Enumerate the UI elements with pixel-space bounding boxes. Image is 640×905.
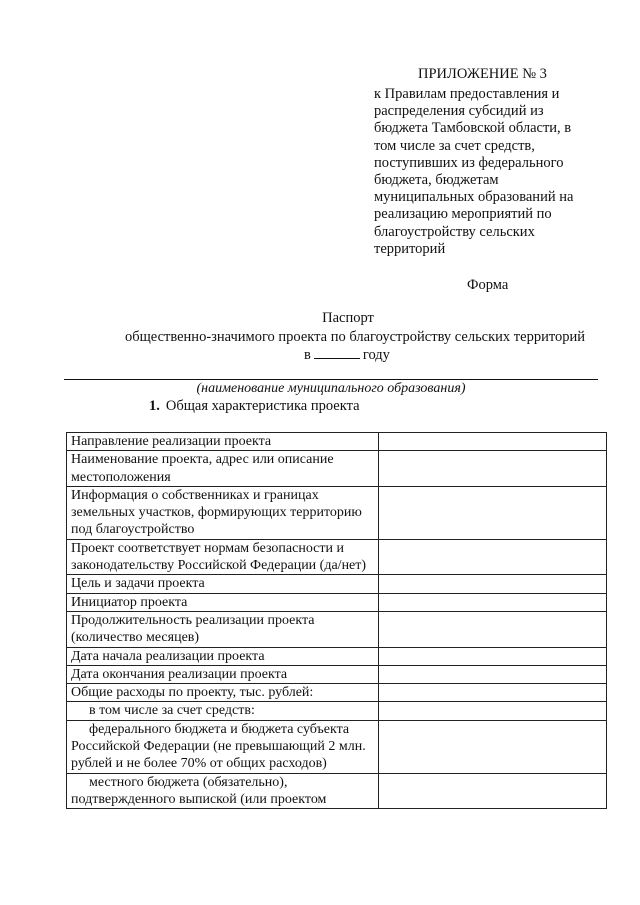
appendix-line: поступивших из федерального (374, 154, 564, 171)
year-blank-field[interactable] (314, 346, 360, 359)
row-label: Общие расходы по проекту, тыс. рублей: (67, 684, 379, 702)
appendix-line: реализацию мероприятий по (374, 206, 552, 223)
table-row (67, 539, 607, 575)
row-value-cell[interactable] (379, 702, 607, 720)
year-line (304, 346, 390, 364)
row-value-cell[interactable] (379, 611, 607, 647)
row-value-cell[interactable] (379, 665, 607, 683)
table-row (67, 647, 607, 665)
appendix-line: бюджета, бюджетам (374, 172, 499, 189)
appendix-line: к Правилам предоставления и (374, 86, 560, 102)
municipality-caption: (наименование муниципального образования) (196, 381, 466, 396)
row-label: в том числе за счет средств: (67, 702, 379, 720)
table-row (67, 593, 607, 611)
form-label: Форма (467, 277, 509, 293)
table-row (67, 611, 607, 647)
row-label: Направление реализации проекта (67, 433, 379, 451)
section-number: 1. (149, 398, 160, 414)
appendix-title: ПРИЛОЖЕНИЕ № 3 (418, 66, 547, 82)
year-prefix: в (304, 347, 311, 363)
table-row (67, 684, 607, 702)
row-label: Продолжительность реализации проекта (количество месяцев) (67, 611, 379, 647)
row-label: Проект соответствует нормам безопасности и законодательству Российской Федерации (да/нет) (67, 539, 379, 575)
project-characteristics-table (66, 432, 607, 809)
row-value-cell[interactable] (379, 647, 607, 665)
row-value-cell[interactable] (379, 539, 607, 575)
row-value-cell[interactable] (379, 773, 607, 809)
row-label: Дата окончания реализации проекта (67, 665, 379, 683)
appendix-line: муниципальных образований на (374, 189, 574, 206)
row-value-cell[interactable] (379, 720, 607, 773)
row-value-cell[interactable] (379, 575, 607, 593)
year-suffix: году (362, 347, 390, 363)
appendix-line: бюджета Тамбовской области, в (374, 120, 572, 137)
table-row (67, 486, 607, 539)
section-heading (149, 398, 360, 415)
table-row (67, 665, 607, 683)
row-label: местного бюджета (обязательно), подтвержденного выпиской (или проектом (67, 773, 379, 809)
appendix-line: благоустройству сельских (374, 223, 535, 240)
table-row (67, 575, 607, 593)
appendix-line: том числе за счет средств, (374, 137, 535, 154)
row-value-cell[interactable] (379, 486, 607, 539)
table-row (67, 451, 607, 487)
table-row (67, 720, 607, 773)
row-value-cell[interactable] (379, 593, 607, 611)
row-value-cell[interactable] (379, 451, 607, 487)
appendix-description (374, 86, 604, 258)
section-title: Общая характеристика проекта (165, 398, 360, 414)
appendix-line: территорий (374, 240, 446, 257)
row-value-cell[interactable] (379, 684, 607, 702)
row-label: Цель и задачи проекта (67, 575, 379, 593)
row-label: Дата начала реализации проекта (67, 647, 379, 665)
document-title: Паспорт (322, 310, 374, 326)
table-row (67, 702, 607, 720)
row-label: федерального бюджета и бюджета субъекта Российской Федерации (не превышающий 2 млн. рублей и не более 70% от общих расходов) (67, 720, 379, 773)
row-label: Инициатор проекта (67, 593, 379, 611)
row-label: Наименование проекта, адрес или описание местоположения (67, 451, 379, 487)
document-subtitle: общественно-значимого проекта по благоустройству сельских территорий (124, 329, 585, 345)
table-row (67, 773, 607, 809)
table-row (67, 433, 607, 451)
row-value-cell[interactable] (379, 433, 607, 451)
appendix-line: распределения субсидий из (374, 103, 544, 120)
row-label: Информация о собственниках и границах земельных участков, формирующих территорию под благоустройство (67, 486, 379, 539)
